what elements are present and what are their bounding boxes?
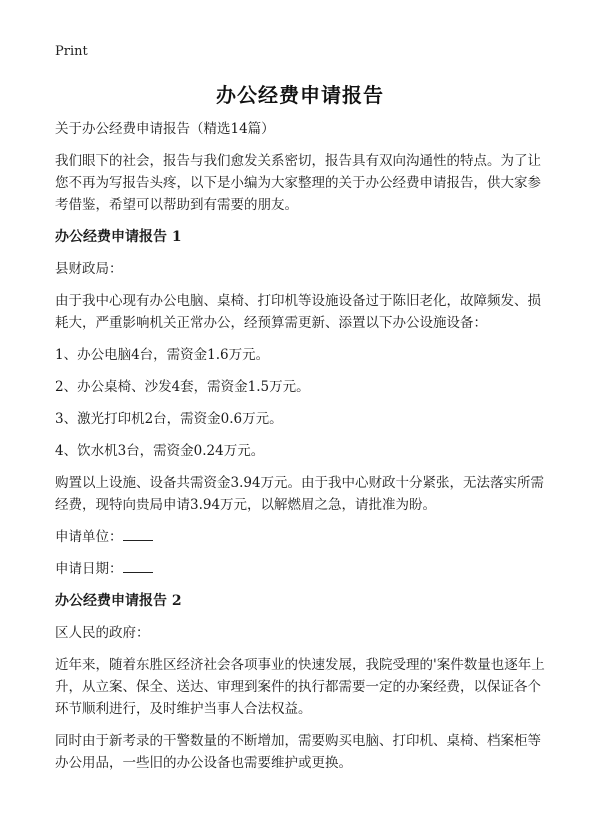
- page-title: 办公经费申请报告: [216, 83, 384, 107]
- list-item: 3、激光打印机2台，需资金0.6万元。: [55, 411, 283, 427]
- applicant-unit-line: [55, 526, 550, 548]
- summary-paragraph-1: 购置以上设施、设备共需资金3.94万元。由于我中心财政十分紧张，无法落实所需经费，现特向贵局申请3.94万元，以解燃眉之急，请批准为盼。: [55, 475, 545, 513]
- applicant-unit-blank: [123, 526, 153, 541]
- section-heading-1: 办公经费申请报告 1: [55, 229, 182, 245]
- document-body: [55, 118, 550, 784]
- salutation-2: 区人民的政府：: [55, 625, 150, 641]
- document-subtitle: 关于办公经费申请报告（精选14篇）: [55, 121, 275, 137]
- body-paragraph-3: 同时由于新考录的干警数量的不断增加，需要购买电脑、打印机、桌椅、档案柜等办公用品，一些旧的办公设备也需要维护或更换。: [55, 733, 541, 771]
- body-paragraph-2: 近年来，随着东胜区经济社会各项事业的快速发展，我院受理的'案件数量也逐年上升，从立案、保全、送达、审理到案件的执行都需要一定的办案经费，以保证各个环节顺利进行，及时维护当事人合法权益。: [55, 657, 545, 717]
- section-heading-2: 办公经费申请报告 2: [55, 593, 182, 609]
- application-date-blank: [123, 558, 153, 573]
- applicant-unit-label: 申请单位：: [55, 529, 123, 545]
- list-item: 1、办公电脑4台，需资金1.6万元。: [55, 347, 270, 363]
- application-date-label: 申请日期：: [55, 561, 123, 577]
- list-item: 2、办公桌椅、沙发4套，需资金1.5万元。: [55, 379, 310, 395]
- salutation-1: 县财政局：: [55, 261, 123, 277]
- list-item: 4、饮水机3台，需资金0.24万元。: [55, 443, 265, 459]
- intro-paragraph: 我们眼下的社会，报告与我们愈发关系密切，报告具有双向沟通性的特点。为了让您不再为写报告头疼，以下是小编为大家整理的关于办公经费申请报告，供大家参考借鉴，希望可以帮助到有需要的朋友。: [55, 153, 541, 213]
- body-paragraph-1: 由于我中心现有办公电脑、桌椅、打印机等设施设备过于陈旧老化，故障频发、损耗大，严重影响机关正常办公，经预算需更新、添置以下办公设施设备：: [55, 293, 541, 331]
- application-date-line: [55, 558, 550, 580]
- print-link[interactable]: Print: [55, 44, 88, 59]
